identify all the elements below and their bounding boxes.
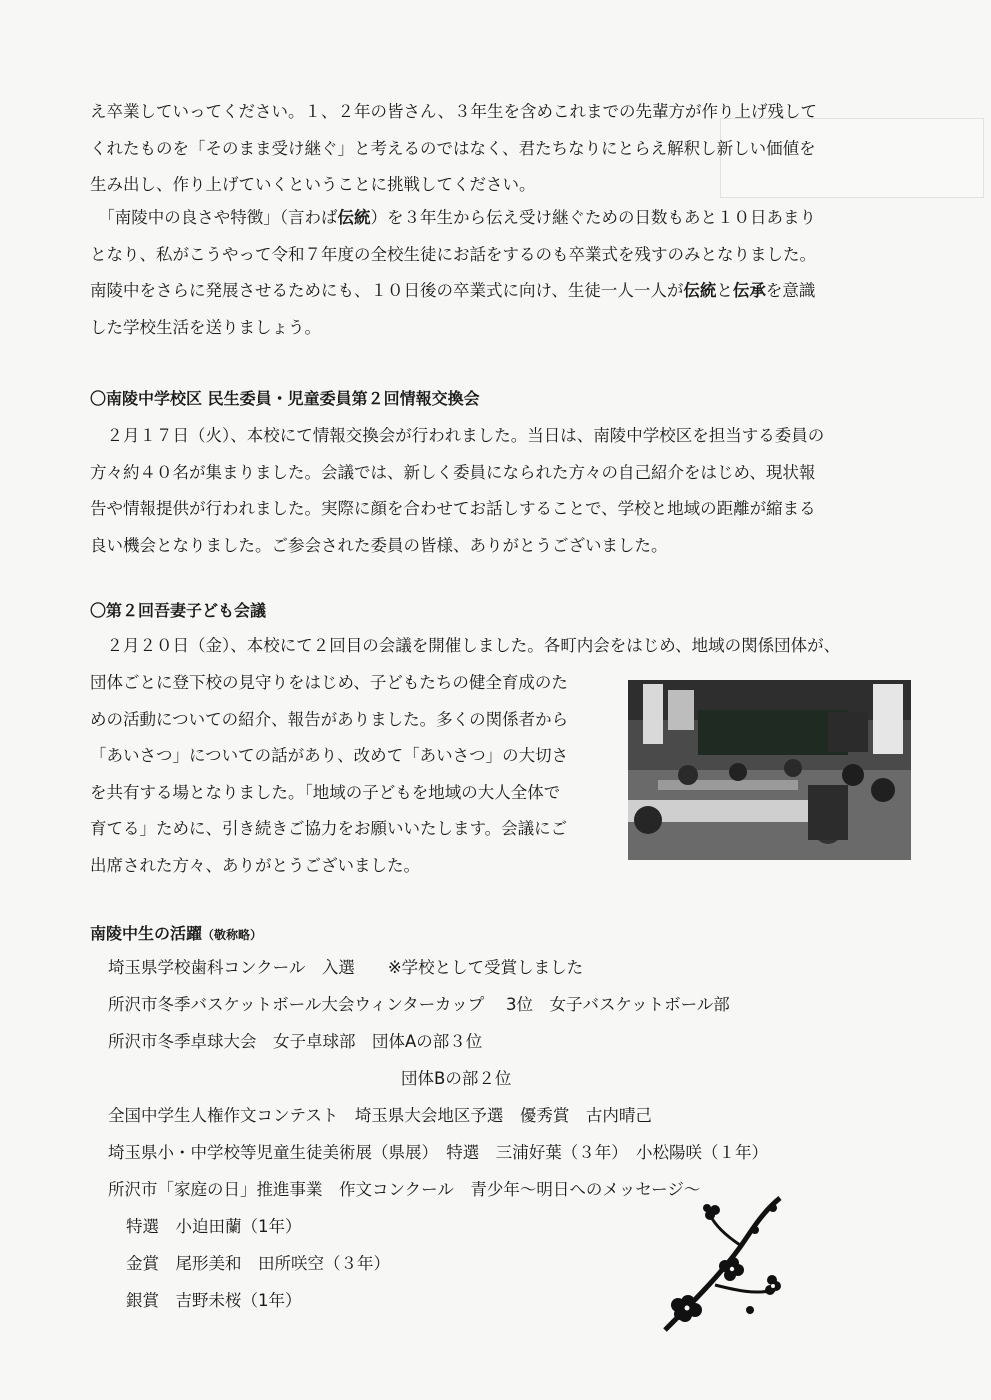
section2-line: 「あいさつ」についての話があり、改めて「あいさつ」の大切さ <box>90 746 569 765</box>
honorific-note: （敬称略） <box>202 928 263 942</box>
intro-paragraph <box>90 94 910 204</box>
activity-item: 所沢市冬季バスケットボール大会ウィンターカップ 3位 女子バスケットボール部 <box>108 995 730 1014</box>
activities-heading: 南陵中生の活躍（敬称略） <box>90 924 263 943</box>
section2-line: を共有する場となりました。「地域の子どもを地域の大人全体で <box>90 782 561 802</box>
award-item: 銀賞 吉野未桜（1年） <box>126 1291 302 1310</box>
intro-line: 生み出し、作り上げていくということに挑戦してください。 <box>90 175 536 194</box>
meeting-photo <box>628 680 911 860</box>
award-item: 特選 小迫田蘭（1年） <box>126 1217 302 1236</box>
section1-paragraph <box>90 418 910 564</box>
section2-line: めの活動についての紹介、報告がありました。多くの関係者から <box>90 709 569 729</box>
intro-line: え卒業していってください。１、２年の皆さん、３年生を含めこれまでの先輩方が作り上げ残して <box>90 102 817 121</box>
section2-paragraph <box>90 665 615 884</box>
activity-item: 埼玉県小・中学校等児童生徒美術展（県展） 特選 三浦好葉（３年） 小松陽咲（１年） <box>108 1143 768 1162</box>
section2-line: 出席された方々、ありがとうございました。 <box>90 855 420 875</box>
tradition-line: 「南陵中の良さや特徴」（言わば伝統）を３年生から伝え受け継ぐための日数もあと１０日あまり <box>106 208 816 227</box>
section1-line: 告や情報提供が行われました。実際に顔を合わせてお話しすることで、学校と地域の距離が縮まる <box>90 499 816 518</box>
section2-line: 団体ごとに登下校の見守りをはじめ、子どもたちの健全育成のた <box>90 673 568 692</box>
award-item: 金賞 尾形美和 田所咲空（３年） <box>126 1254 390 1273</box>
plum-blossom-illustration <box>655 1190 795 1340</box>
emphasis-tradition: 伝統 <box>683 281 717 300</box>
tradition-line: した学校生活を送りましょう。 <box>90 317 321 337</box>
activity-item: 所沢市「家庭の日」推進事業 作文コンクール 青少年～明日へのメッセージ～ <box>108 1180 701 1199</box>
tradition-line: となり、私がこうやって令和７年度の全校生徒にお話をするのも卒業式を残すのみとなりました。 <box>90 244 816 264</box>
activity-item: 全国中学生人権作文コンテスト 埼玉県大会地区予選 優秀賞 古内晴己 <box>108 1106 652 1125</box>
section2-line: 育てる」ために、引き続きご協力をお願いいたします。会議にご <box>90 819 568 838</box>
tradition-paragraph <box>90 200 910 346</box>
section1-heading: 〇南陵中学校区 民生委員・児童委員第２回情報交換会 <box>90 389 480 408</box>
activity-item: 所沢市冬季卓球大会 女子卓球部 団体Aの部３位 <box>108 1032 483 1051</box>
tradition-line: 南陵中をさらに発展させるためにも、１０日後の卒業式に向け、生徒一人一人が伝統と伝承を意識 <box>90 281 816 300</box>
section1-line: 方々約４０名が集まりました。会議では、新しく委員になられた方々の自己紹介をはじめ、現状報 <box>90 462 816 482</box>
section2-first-line: ２月２０日（金）、本校にて２回目の会議を開催しました。各町内会をはじめ、地域の関係団体が、 <box>106 636 841 655</box>
activity-item: 埼玉県学校歯科コンクール 入選 ※学校として受賞しました <box>108 958 584 977</box>
section1-line: ２月１７日（火）、本校にて情報交換会が行われました。当日は、南陵中学校区を担当する委員の <box>106 426 825 445</box>
section2-heading: 〇第２回吾妻子ども会議 <box>90 601 267 620</box>
intro-line: くれたものを「そのまま受け継ぐ」と考えるのではなく、君たちなりにとらえ解釈し新しい価値を <box>90 138 816 158</box>
activity-item: 団体Bの部２位 <box>401 1069 512 1088</box>
emphasis-succession: 伝承 <box>732 281 766 300</box>
section1-line: 良い機会となりました。ご参会された委員の皆様、ありがとうございました。 <box>90 535 668 555</box>
emphasis-tradition: 伝統 <box>337 208 371 227</box>
